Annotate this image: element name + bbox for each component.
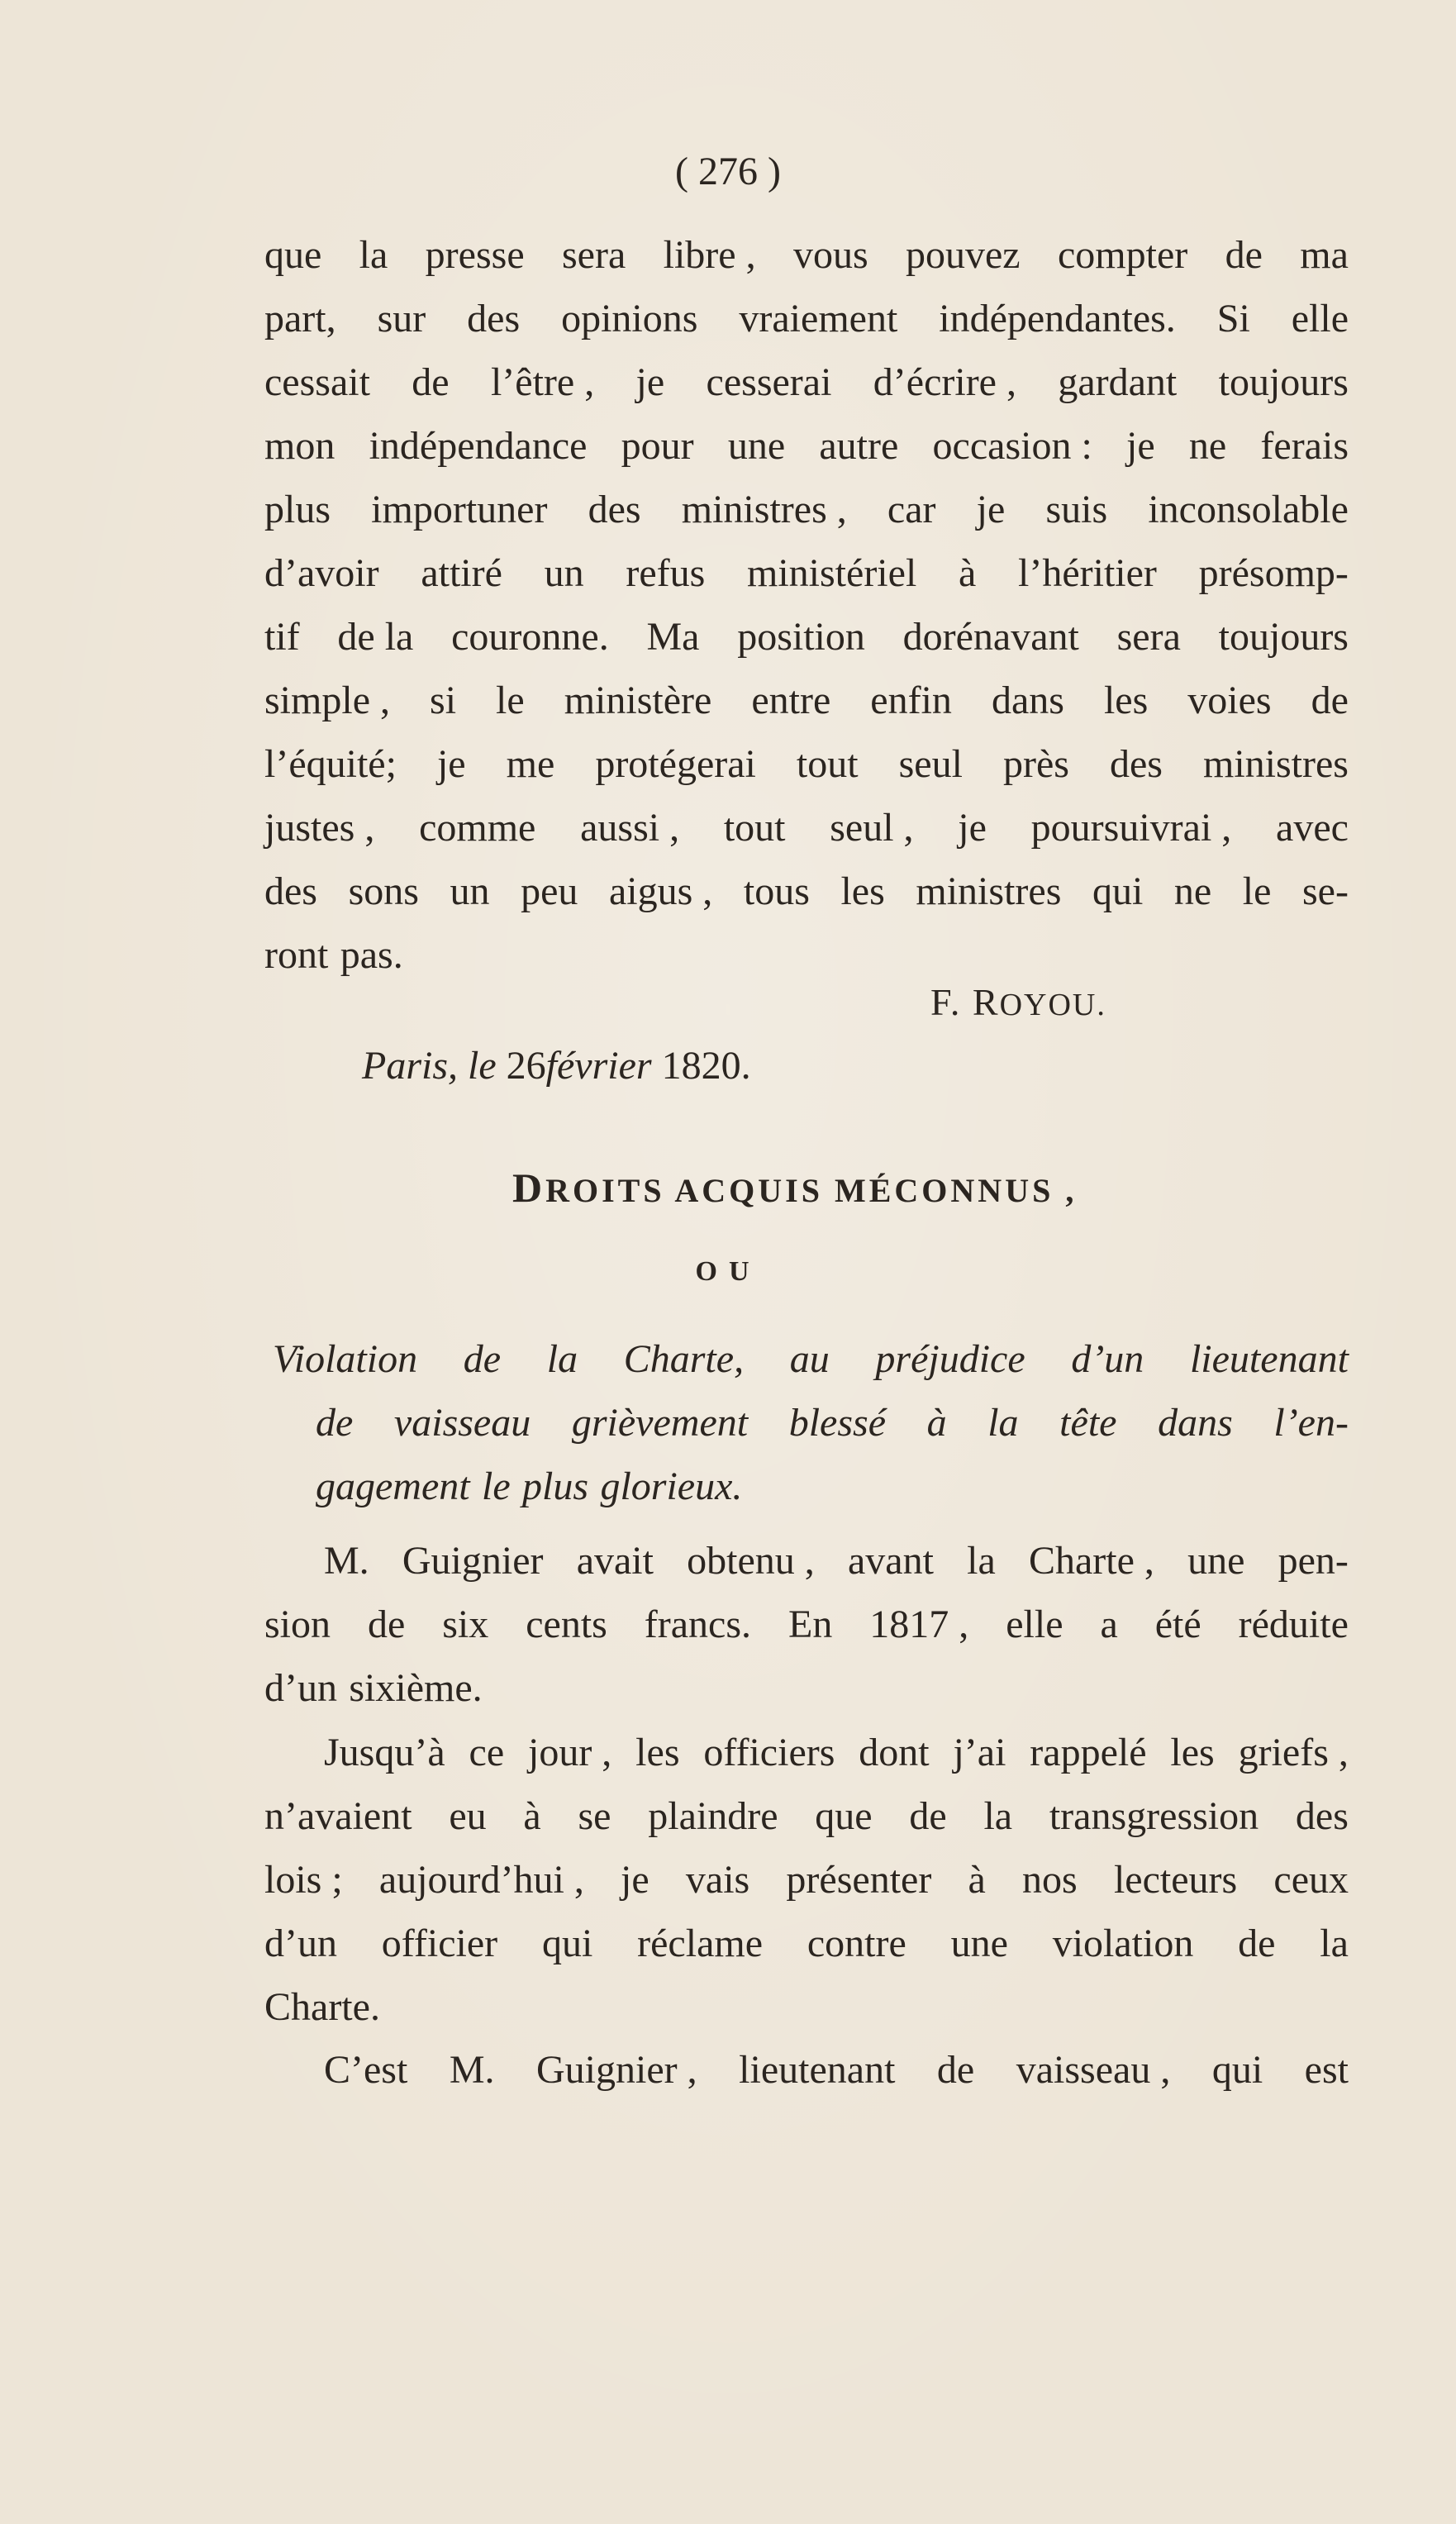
word: un	[450, 869, 490, 913]
word: à	[968, 1858, 986, 1902]
word: eu	[449, 1794, 487, 1838]
word: avait	[576, 1539, 654, 1583]
word: de	[412, 360, 450, 404]
word: plaindre	[648, 1794, 778, 1838]
word: Violation	[273, 1337, 418, 1381]
word: opinions	[561, 297, 698, 341]
word: plus	[264, 488, 331, 531]
signature-initial: F.	[930, 981, 962, 1023]
word: compter	[1057, 233, 1188, 277]
text-line	[264, 478, 1349, 541]
text-line	[273, 1391, 1349, 1455]
text-line	[264, 223, 1349, 287]
word: car	[887, 488, 936, 531]
dateline-le: le	[468, 1044, 497, 1088]
word: la	[967, 1539, 996, 1583]
word: Charte,	[623, 1337, 745, 1381]
word: les	[1170, 1731, 1215, 1774]
text-line	[264, 541, 1349, 605]
word: libre ,	[663, 233, 756, 277]
word: nos	[1022, 1858, 1078, 1902]
word: près	[1002, 742, 1069, 786]
word: indépendantes.	[939, 297, 1176, 341]
word: mon	[264, 424, 335, 468]
word: de	[909, 1794, 947, 1838]
word: je	[621, 1858, 649, 1902]
word: de	[316, 1401, 354, 1445]
word: aussi ,	[580, 806, 680, 850]
word: le	[482, 1464, 511, 1508]
word: se	[578, 1794, 611, 1838]
word: Guignier ,	[536, 2048, 697, 2092]
text-line	[264, 287, 1349, 350]
word: inconsolable	[1148, 488, 1349, 531]
word: ront	[264, 933, 329, 977]
word: officiers	[703, 1731, 835, 1774]
word: de	[1238, 1922, 1276, 1965]
signature-name-rest: OYOU.	[999, 988, 1106, 1022]
word: comme	[419, 806, 536, 850]
text-line	[264, 1529, 1349, 1593]
word: les	[635, 1731, 680, 1774]
section-heading-rest: ROITS ACQUIS MÉCONNUS ,	[545, 1172, 1078, 1209]
word: obtenu ,	[687, 1539, 815, 1583]
word: Si	[1216, 297, 1250, 341]
word: justes ,	[264, 806, 375, 850]
word: je	[1126, 424, 1155, 468]
word: avec	[1276, 806, 1349, 850]
word: plus	[522, 1464, 589, 1508]
word: au	[789, 1337, 830, 1381]
word: sion	[264, 1603, 331, 1646]
word: sixième.	[349, 1666, 483, 1710]
word: d’un	[264, 1922, 337, 1965]
word: peu	[521, 869, 578, 913]
word: l’être ,	[490, 360, 595, 404]
word: à	[926, 1401, 947, 1445]
word: Charte.	[264, 1985, 380, 2029]
word: si	[430, 679, 457, 722]
word: tout	[723, 806, 786, 850]
word: la	[546, 1337, 578, 1381]
word: le	[496, 679, 525, 722]
word: voies	[1187, 679, 1272, 722]
word: qui	[1211, 2048, 1263, 2092]
word: presse	[425, 233, 525, 277]
word: francs.	[644, 1603, 752, 1646]
word: présenter	[786, 1858, 932, 1902]
word: ce	[469, 1731, 505, 1774]
word: ministériel	[746, 551, 917, 595]
section-subtitle	[273, 1327, 1349, 1518]
word: sur	[377, 297, 426, 341]
text-line	[264, 1975, 1349, 2039]
word: les	[840, 869, 885, 913]
word: que	[815, 1794, 873, 1838]
word: cesserai	[706, 360, 832, 404]
word: seul	[898, 742, 963, 786]
or-word: OU	[695, 1256, 761, 1287]
dateline-day: 26	[506, 1044, 546, 1088]
paragraph-grievances	[264, 1721, 1349, 2039]
word: vraiement	[739, 297, 898, 341]
word: ma	[1300, 233, 1349, 277]
word: refus	[626, 551, 706, 595]
word: entre	[751, 679, 831, 722]
word: été	[1154, 1603, 1201, 1646]
word: pouvez	[906, 233, 1021, 277]
word: la	[359, 233, 388, 277]
word: poursuivrai ,	[1030, 806, 1232, 850]
word: dans	[1158, 1401, 1233, 1445]
word: l’équité;	[264, 742, 397, 786]
section-heading-cap: D	[512, 1164, 546, 1211]
word: transgression	[1049, 1794, 1259, 1838]
word: glorieux.	[600, 1464, 743, 1508]
text-line	[264, 1848, 1349, 1912]
word: d’écrire ,	[873, 360, 1016, 404]
word: 1817 ,	[869, 1603, 969, 1646]
text-line	[264, 1912, 1349, 1975]
word: cessait	[264, 360, 370, 404]
word: dans	[991, 679, 1064, 722]
word: des	[467, 297, 521, 341]
word: ministres	[916, 869, 1062, 913]
word: n’avaient	[264, 1794, 412, 1838]
word: la	[1320, 1922, 1349, 1965]
word: toujours	[1218, 360, 1349, 404]
dateline-place: Paris,	[362, 1044, 459, 1088]
word: ferais	[1260, 424, 1349, 468]
word: vaisseau	[393, 1401, 531, 1445]
text-line	[264, 350, 1349, 414]
text-line	[264, 860, 1349, 923]
word: vaisseau ,	[1016, 2048, 1171, 2092]
word: la	[987, 1401, 1019, 1445]
text-line	[264, 1721, 1349, 1784]
word: je	[976, 488, 1006, 531]
word: de la	[337, 615, 414, 659]
word: position	[737, 615, 865, 659]
word: lieutenant	[1189, 1337, 1349, 1381]
word: jour ,	[527, 1731, 612, 1774]
word: sera	[561, 233, 626, 277]
word: sons	[348, 869, 419, 913]
word: à	[958, 551, 977, 595]
paragraph-guignier	[264, 2038, 1349, 2102]
word: l’en-	[1273, 1401, 1349, 1445]
word: vais	[685, 1858, 750, 1902]
dateline	[362, 1043, 751, 1088]
word: présomp-	[1198, 551, 1349, 595]
word: lecteurs	[1113, 1858, 1238, 1902]
word: une	[950, 1922, 1008, 1965]
word: violation	[1052, 1922, 1194, 1965]
text-line	[264, 1784, 1349, 1848]
word: gagement	[316, 1464, 470, 1508]
word: que	[264, 233, 322, 277]
word: rappelé	[1030, 1731, 1147, 1774]
word: occasion :	[932, 424, 1092, 468]
text-line	[264, 605, 1349, 669]
word: tous	[743, 869, 810, 913]
word: me	[506, 742, 555, 786]
word: des	[1109, 742, 1163, 786]
paragraph-pension	[264, 1529, 1349, 1720]
word: elle	[1291, 297, 1349, 341]
word: attiré	[421, 551, 502, 595]
word: indépendance	[369, 424, 588, 468]
word: tout	[796, 742, 859, 786]
word: vous	[792, 233, 868, 277]
text-line	[264, 1593, 1349, 1656]
dateline-month: février	[545, 1044, 652, 1088]
word: ne	[1173, 869, 1212, 913]
text-line	[264, 669, 1349, 732]
text-line	[264, 732, 1349, 796]
word: autre	[819, 424, 899, 468]
word: aigus ,	[608, 869, 713, 913]
word: le	[1242, 869, 1272, 913]
word: pas.	[340, 933, 403, 977]
word: contre	[807, 1922, 906, 1965]
word: Jusqu’à	[324, 1731, 445, 1774]
dateline-year: 1820.	[661, 1044, 751, 1088]
word: six	[442, 1603, 489, 1646]
word: réclame	[637, 1922, 764, 1965]
word: de	[1225, 233, 1263, 277]
word: l’héritier	[1018, 551, 1157, 595]
word: sera	[1116, 615, 1181, 659]
word: M.	[449, 2048, 495, 2092]
word: d’avoir	[264, 551, 379, 595]
word: réduite	[1238, 1603, 1349, 1646]
word: d’un	[1071, 1337, 1144, 1381]
word: Charte ,	[1028, 1539, 1154, 1583]
word: ministère	[564, 679, 712, 722]
word: je	[958, 806, 987, 850]
word: toujours	[1218, 615, 1349, 659]
word: d’un	[264, 1666, 337, 1710]
word: elle	[1006, 1603, 1063, 1646]
word: de	[463, 1337, 502, 1381]
text-line	[264, 1656, 1349, 1720]
word: lois ;	[264, 1858, 343, 1902]
word: importuner	[371, 488, 548, 531]
word: couronne.	[451, 615, 609, 659]
word: a	[1100, 1603, 1118, 1646]
text-line	[273, 1327, 1349, 1391]
word: dont	[859, 1731, 930, 1774]
word: suis	[1045, 488, 1108, 531]
word: aujourd’hui ,	[378, 1858, 584, 1902]
text-line	[264, 796, 1349, 860]
paragraph-closing-letter	[264, 223, 1349, 987]
word: grièvement	[571, 1401, 749, 1445]
word: seul ,	[830, 806, 914, 850]
word: un	[544, 551, 584, 595]
word: les	[1103, 679, 1149, 722]
word: des	[1295, 1794, 1349, 1838]
word: avant	[847, 1539, 934, 1583]
word: ceux	[1273, 1858, 1349, 1902]
word: des	[588, 488, 641, 531]
text-line	[264, 923, 1349, 987]
word: gardant	[1058, 360, 1178, 404]
word: simple ,	[264, 679, 390, 722]
word: des	[264, 869, 317, 913]
word: se-	[1301, 869, 1349, 913]
signature-name-cap: R	[972, 981, 1000, 1023]
word: griefs ,	[1238, 1731, 1349, 1774]
word: qui	[1092, 869, 1144, 913]
word: je	[635, 360, 665, 404]
word: C’est	[324, 2048, 408, 2092]
section-heading	[512, 1164, 1077, 1212]
word: protégerai	[595, 742, 756, 786]
page-number: ( 276 )	[675, 150, 781, 193]
word: En	[788, 1603, 833, 1646]
word: ministres ,	[681, 488, 847, 531]
word: la	[983, 1794, 1013, 1838]
word: de	[1311, 679, 1349, 722]
text-line	[273, 1455, 1349, 1518]
word: Guignier	[402, 1539, 544, 1583]
word: M.	[324, 1539, 369, 1583]
word: tête	[1059, 1401, 1117, 1445]
word: j’ai	[953, 1731, 1006, 1774]
word: tif	[264, 615, 300, 659]
word: préjudice	[875, 1337, 1025, 1381]
word: est	[1304, 2048, 1349, 2092]
text-line	[264, 414, 1349, 478]
signature	[930, 980, 1106, 1024]
word: pour	[621, 424, 694, 468]
word: Ma	[646, 615, 700, 659]
text-line	[264, 2038, 1349, 2102]
word: une	[1187, 1539, 1245, 1583]
word: une	[727, 424, 786, 468]
word: enfin	[870, 679, 952, 722]
word: part,	[264, 297, 336, 341]
word: lieutenant	[739, 2048, 896, 2092]
word: de	[367, 1603, 406, 1646]
word: ne	[1188, 424, 1227, 468]
word: ministres	[1202, 742, 1349, 786]
word: officier	[381, 1922, 498, 1965]
word: dorénavant	[902, 615, 1079, 659]
word: de	[936, 2048, 975, 2092]
word: pen-	[1278, 1539, 1349, 1583]
word: à	[523, 1794, 541, 1838]
word: qui	[541, 1922, 593, 1965]
word: blessé	[788, 1401, 886, 1445]
word: je	[436, 742, 466, 786]
word: cents	[526, 1603, 607, 1646]
